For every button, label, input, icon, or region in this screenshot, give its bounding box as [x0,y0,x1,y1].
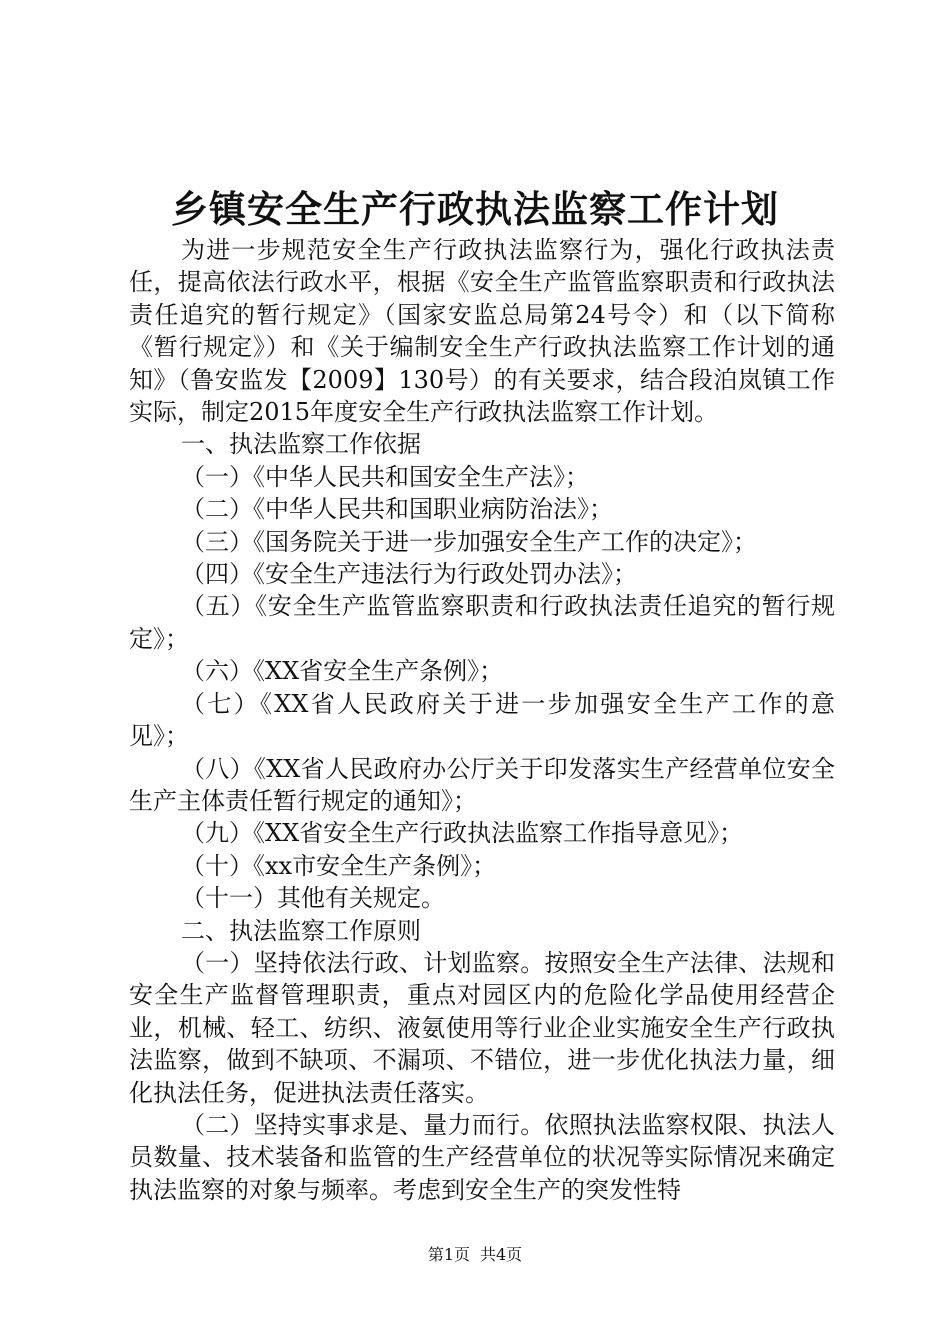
basis-item-9: （九）《XX省安全生产行政执法监察工作指导意见》； [181,819,744,848]
basis-item-7: （七）《XX省人民政府关于进一步加强安全生产工作的意见》； [129,689,835,751]
basis-item-8: （八）《XX省人民政府办公厅关于印发落实生产经营单位安全生产主体责任暂行规定的通知》； [129,754,835,815]
basis-item-10: （十）《xx市安全生产条例》； [181,851,497,880]
page-footer [0,1243,950,1267]
basis-item-6: （六）《XX省安全生产条例》； [181,657,504,686]
basis-item-1: （一）《中华人民共和国安全生产法》； [181,462,589,491]
basis-item-11: （十一）其他有关规定。 [181,884,445,913]
page-number: 第1页 [427,1245,470,1264]
section-heading-principles: 二、执法监察工作原则 [181,916,421,945]
principle-item-2: （二）坚持实事求是、量力而行。依照执法监察权限、执法人员数量、技术装备和监管的生产经营单位的状况等实际情况来确定执法监察的对象与频率。考虑到安全生产的突发性特 [129,1110,835,1204]
intro-paragraph: 为进一步规范安全生产行政执法监察行为，强化行政执法责任，提高依法行政水平，根据《安全生产监管监察职责和行政执法责任追究的暂行规定》（国家安监总局第24号令）和（以下简称《暂行规定》）和《关于编制安全生产行政执法监察工作计划的通知》（鲁安监发【2009】130号）的有关要求，结合段泊岚镇工作实际，制定2015年度安全生产行政执法监察工作计划。 [129,236,835,427]
page-total: 共4页 [480,1245,523,1264]
basis-item-2: （二）《中华人民共和国职业病防治法》； [181,495,613,524]
basis-item-5: （五）《安全生产监管监察职责和行政执法责任追究的暂行规定》； [129,592,835,653]
document-title: 乡镇安全生产行政执法监察工作计划 [171,187,779,231]
basis-item-4: （四）《安全生产违法行为行政处罚办法》； [181,560,637,589]
basis-item-3: （三）《国务院关于进一步加强安全生产工作的决定》； [181,527,757,556]
principle-item-1: （一）坚持依法行政、计划监察。按照安全生产法律、法规和安全生产监督管理职责，重点对园区内的危险化学品使用经营企业，机械、轻工、纺织、液氨使用等行业企业实施安全生产行政执法监察，做到不缺项、不漏项、不错位，进一步优化执法力量，细化执法任务，促进执法责任落实。 [129,948,835,1107]
document-body [129,234,835,1206]
section-heading-basis: 一、执法监察工作依据 [181,430,421,459]
